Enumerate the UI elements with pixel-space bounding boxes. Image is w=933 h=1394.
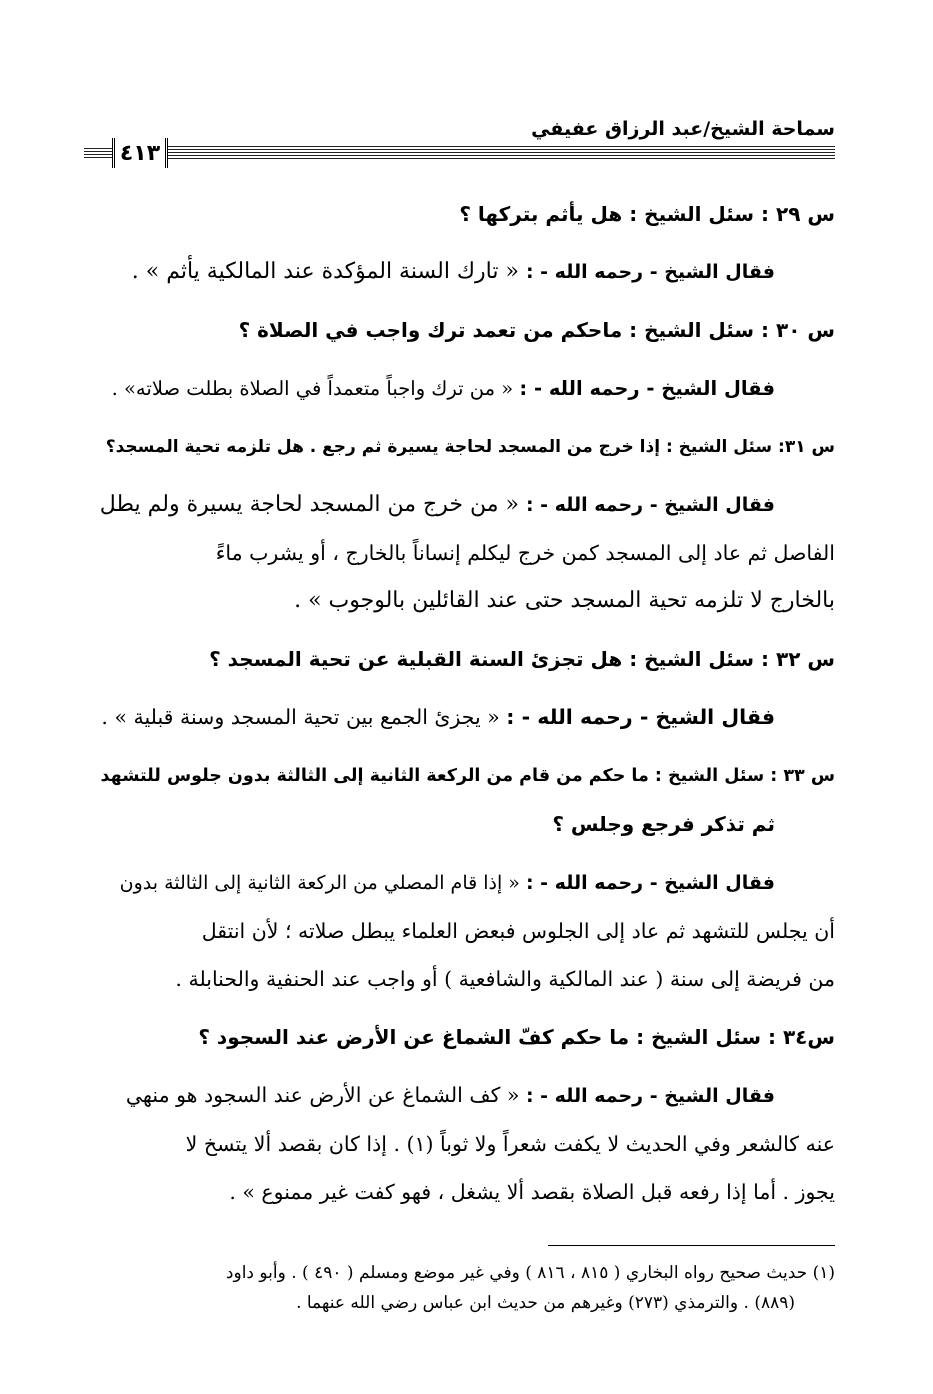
footnote-line-1: (١) حديث صحيح رواه البخاري ( ٨١٥ ، ٨١٦ ) وفي غير موضع ومسلم ( ٤٩٠ ) . وأبو داود — [225, 1263, 835, 1283]
answer-31-line-1 — [96, 481, 835, 529]
answer-lead: فقال الشيخ - رحمه الله - : — [525, 872, 775, 894]
answer-lead: فقال الشيخ - رحمه الله - : — [525, 261, 775, 283]
answer-30 — [96, 364, 835, 413]
answer-text: « إذا قام المصلي من الركعة الثانية إلى الثالثة بدون — [119, 872, 526, 894]
footnotes — [96, 1258, 835, 1318]
answer-text: « يجزئ الجمع بين تحية المسجد وسنة قبلية » . — [101, 705, 507, 729]
question-29: س ٢٩ : سئل الشيخ : هل يأثم بتركها ؟ — [459, 202, 835, 226]
answer-32 — [96, 693, 835, 742]
question-34: س٣٤ : سئل الشيخ : ما حكم كفّ الشماغ عن الأرض عند السجود ؟ — [198, 1025, 835, 1049]
answer-lead: فقال الشيخ - رحمه الله - : — [525, 1085, 775, 1107]
answer-text: « كف الشماغ عن الأرض عند السجود هو منهي — [125, 1083, 526, 1107]
question-33-line-2: ثم تذكر فرجع وجلس ؟ — [552, 812, 775, 836]
question-31: س ٣١: سئل الشيخ : إذا خرج من المسجد لحاجة يسيرة ثم رجع . هل تلزمه تحية المسجد؟ — [105, 437, 835, 457]
answer-34-line-1 — [96, 1071, 835, 1120]
answer-text: « من ترك واجباً متعمداً في الصلاة بطلت صلاته» . — [111, 377, 520, 400]
question-30: س ٣٠ : سئل الشيخ : ماحكم من تعمد ترك واجب في الصلاة ؟ — [238, 318, 835, 342]
answer-34-line-2: عنه كالشعر وفي الحديث لا يكفت شعراً ولا ثوباً (١) . إذا كان بقصد ألا يتسخ لا — [185, 1132, 835, 1156]
answer-34-line-3: يجوز . أما إذا رفعه قبل الصلاة بقصد ألا يشغل ، فهو كفت غير ممنوع » . — [229, 1180, 835, 1204]
footnote-divider — [548, 1245, 835, 1246]
footnote-line-2: (٨٨٩) . والترمذي (٢٧٣) وغيرهم من حديث ابن عباس رضي الله عنهما . — [296, 1293, 795, 1313]
answer-lead: فقال الشيخ - رحمه الله - : — [506, 705, 775, 729]
running-header-title: سماحة الشيخ/عبد الرزاق عفيفي — [531, 118, 835, 140]
answer-lead: فقال الشيخ - رحمه الله - : — [525, 494, 775, 516]
page-body — [96, 190, 835, 1216]
answer-29 — [96, 248, 835, 296]
question-32: س ٣٢ : سئل الشيخ : هل تجزئ السنة القبلية عن تحية المسجد ؟ — [209, 647, 835, 671]
answer-text: « تارك السنة المؤكدة عند المالكية يأثم » . — [131, 259, 526, 284]
answer-31-line-3: بالخارج لا تلزمه تحية المسجد حتى عند القائلين بالوجوب » . — [294, 588, 835, 613]
answer-text: « من خرج من المسجد لحاجة يسيرة ولم يطل — [99, 492, 526, 517]
answer-33-line-2: أن يجلس للتشهد ثم عاد إلى الجلوس فبعض العلماء يبطل صلاته ؛ لأن انتقل — [201, 919, 835, 943]
answer-31-line-2: الفاصل ثم عاد إلى المسجد كمن خرج ليكلم إنساناً بالخارج ، أو يشرب ماءً — [215, 541, 835, 565]
answer-33-line-3: من فريضة إلى سنة ( عند المالكية والشافعية ) أو واجب عند الحنفية والحنابلة . — [175, 967, 835, 991]
question-33-line-1: س ٣٣ : سئل الشيخ : ما حكم من قام من الركعة الثانية إلى الثالثة بدون جلوس للتشهد — [100, 766, 835, 786]
header-rule — [168, 146, 835, 160]
answer-lead: فقال الشيخ - رحمه الله - : — [519, 377, 775, 400]
answer-33-line-1 — [96, 858, 835, 907]
header-rule-left — [84, 148, 114, 158]
page-number: ٤١٣ — [112, 138, 168, 168]
